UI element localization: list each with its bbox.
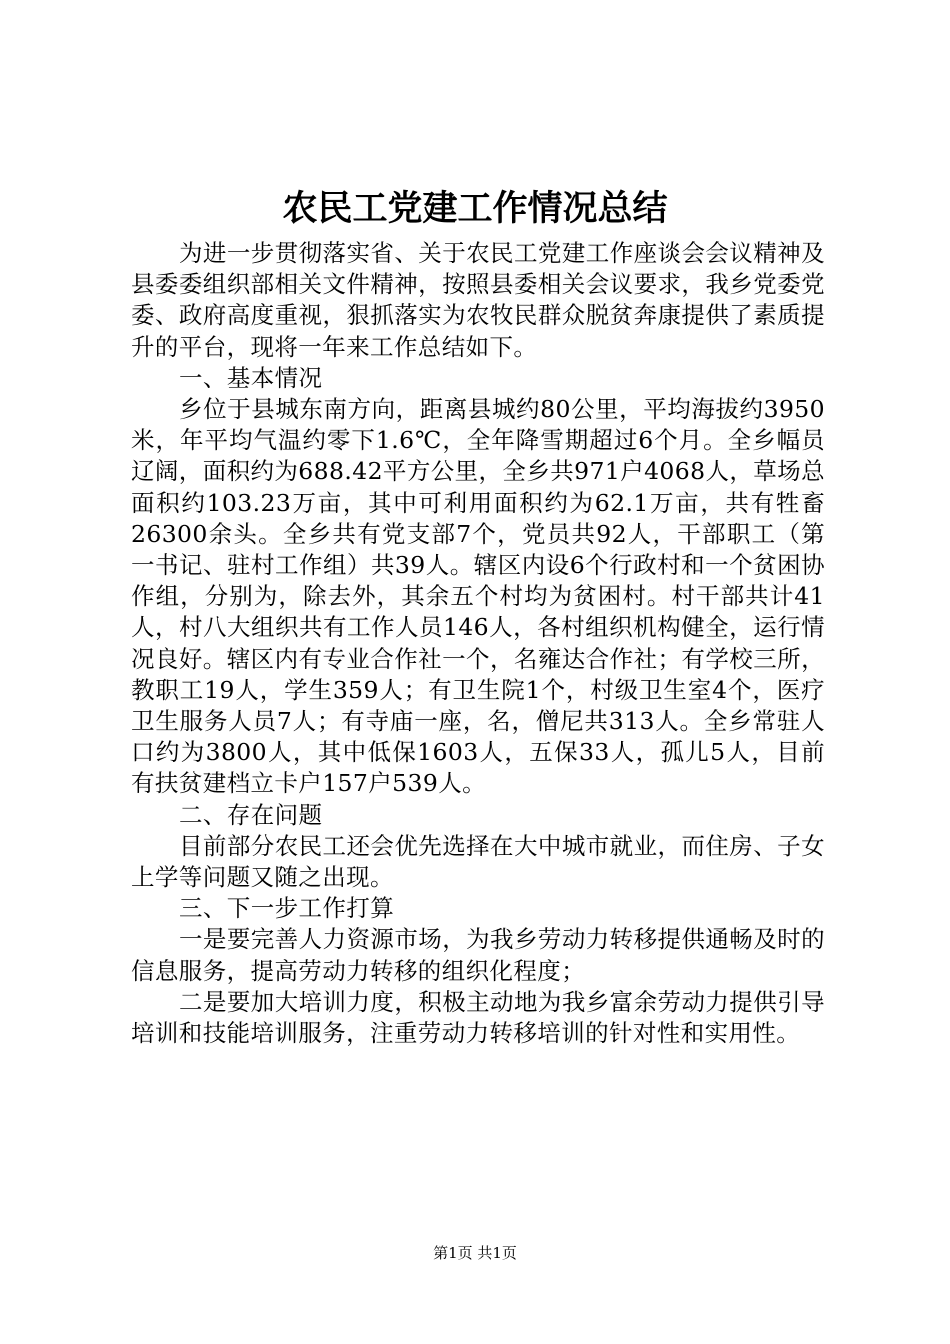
problems-paragraph: 目前部分农民工还会优先选择在大中城市就业，而住房、子女上学等问题又随之出现。 [131, 831, 825, 892]
page-footer: 第1页 共1页 [433, 1244, 517, 1262]
intro-paragraph: 为进一步贯彻落实省、关于农民工党建工作座谈会会议精神及县委委组织部相关文件精神，按照县委相关会议要求，我乡党委党委、政府高度重视，狠抓落实为农牧民群众脱贫奔康提供了素质提升的平台，现将一年来工作总结如下。 [131, 239, 825, 361]
basic-situation-paragraph: 乡位于县城东南方向，距离县城约80公里，平均海拔约3950米，年平均气温约零下1.6℃，全年降雪期超过6个月。全乡幅员辽阔，面积约为688.42平方公里，全乡共971户4068人，草场总面积约103.23万亩，其中可利用面积约为62.1万亩，共有牲畜26300余头。全乡共有党支部7个，党员共92人，干部职工（第一书记、驻村工作组）共39人。辖区内设6个行政村和一个贫困协作组，分别为，除去外，其余五个村均为贫困村。村干部共计41人，村八大组织共有工作人员146人，各村组织机构健全，运行情况良好。辖区内有专业合作社一个，名雍达合作社；有学校三所，教职工19人，学生359人；有卫生院1个，村级卫生室4个，医疗卫生服务人员7人；有寺庙一座，名，僧尼共313人。全乡常驻人口约为3800人，其中低保1603人，五保33人，孤儿5人，目前有扶贫建档立卡户157户539人。 [131, 395, 825, 798]
section-heading-next-steps: 三、下一步工作打算 [179, 894, 395, 923]
document-title: 农民工党建工作情况总结 [282, 188, 668, 229]
document-body [131, 238, 825, 1049]
section-heading-basic-situation: 一、基本情况 [179, 363, 323, 392]
next-step-item-1: 一是要完善人力资源市场，为我乡劳动力转移提供通畅及时的信息服务，提高劳动力转移的组织化程度； [131, 925, 825, 985]
section-heading-problems: 二、存在问题 [179, 800, 323, 829]
next-step-item-2: 二是要加大培训力度，积极主动地为我乡富余劳动力提供引导培训和技能培训服务，注重劳动力转移培训的针对性和实用性。 [131, 987, 825, 1048]
